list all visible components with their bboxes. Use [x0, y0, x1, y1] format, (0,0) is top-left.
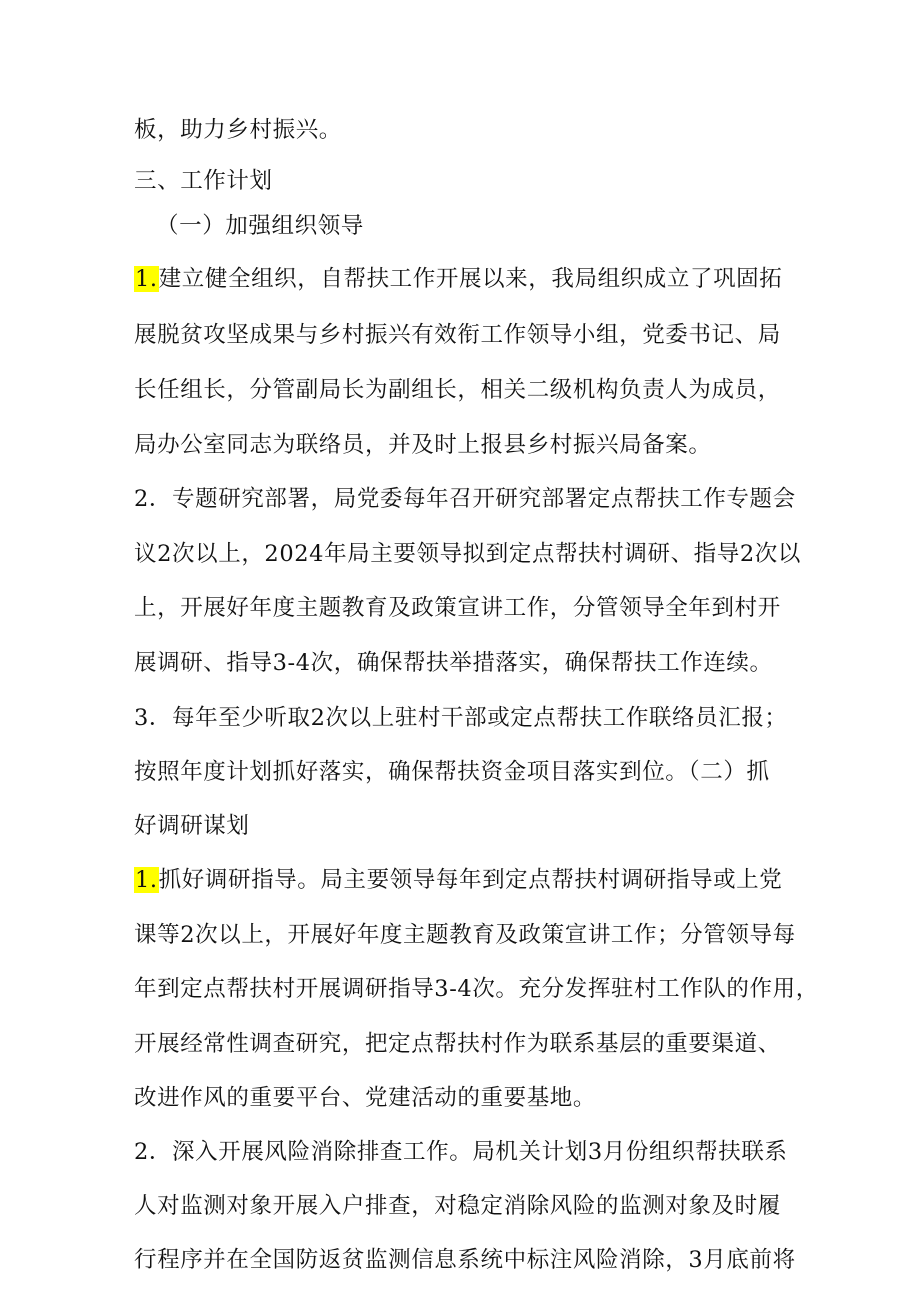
paragraph-line: 展调研、指导3-4次，确保帮扶举措落实，确保帮扶工作连续。: [134, 650, 773, 676]
paragraph-line: 行程序并在全国防返贫监测信息系统中标注风险消除，3月底前将: [134, 1247, 796, 1273]
paragraph-line: 2．深入开展风险消除排查工作。局机关计划3月份组织帮扶联系: [134, 1139, 788, 1165]
paragraph-line: 上，开展好年度主题教育及政策宣讲工作，分管领导全年到村开: [134, 595, 781, 621]
paragraph-line: 开展经常性调查研究，把定点帮扶村作为联系基层的重要渠道、: [134, 1031, 781, 1057]
paragraph-text: 建立健全组织，自帮扶工作开展以来，我局组织成立了巩固拓: [158, 266, 783, 292]
paragraph-line: 好调研谋划: [134, 813, 250, 839]
paragraph-line: [134, 264, 782, 294]
paragraph-line: 课等2次以上，开展好年度主题教育及政策宣讲工作；分管领导每: [134, 922, 796, 948]
highlighted-list-marker: 1.: [135, 266, 158, 292]
paragraph-line: 局办公室同志为联络员，并及时上报县乡村振兴局备案。: [134, 432, 712, 458]
paragraph-line: 板，助力乡村振兴。: [134, 117, 342, 143]
paragraph-line: 议2次以上，2024年局主要领导拟到定点帮扶村调研、指导2次以: [134, 541, 801, 567]
paragraph-line: 人对监测对象开展入户排查，对稳定消除风险的监测对象及时履: [134, 1193, 781, 1219]
section-heading: 三、工作计划: [134, 168, 273, 194]
paragraph-line: [134, 865, 782, 895]
paragraph-line: 3．每年至少听取2次以上驻村干部或定点帮扶工作联络员汇报；: [134, 705, 788, 731]
highlighted-list-marker: 1.: [135, 867, 158, 893]
paragraph-text: 抓好调研指导。局主要领导每年到定点帮扶村调研指导或上党: [158, 867, 783, 893]
paragraph-line: 2．专题研究部署，局党委每年召开研究部署定点帮扶工作专题会: [134, 486, 796, 512]
paragraph-line: 按照年度计划抓好落实，确保帮扶资金项目落实到位。（二）抓: [134, 759, 770, 785]
subsection-heading: （一）加强组织领导: [156, 213, 364, 239]
paragraph-line: 长任组长，分管副局长为副组长，相关二级机构负责人为成员，: [134, 377, 781, 403]
paragraph-line: 年到定点帮扶村开展调研指导3-4次。充分发挥驻村工作队的作用，: [134, 976, 819, 1002]
paragraph-line: 展脱贫攻坚成果与乡村振兴有效衔工作领导小组，党委书记、局: [134, 322, 781, 348]
paragraph-line: 改进作风的重要平台、党建活动的重要基地。: [134, 1085, 597, 1111]
